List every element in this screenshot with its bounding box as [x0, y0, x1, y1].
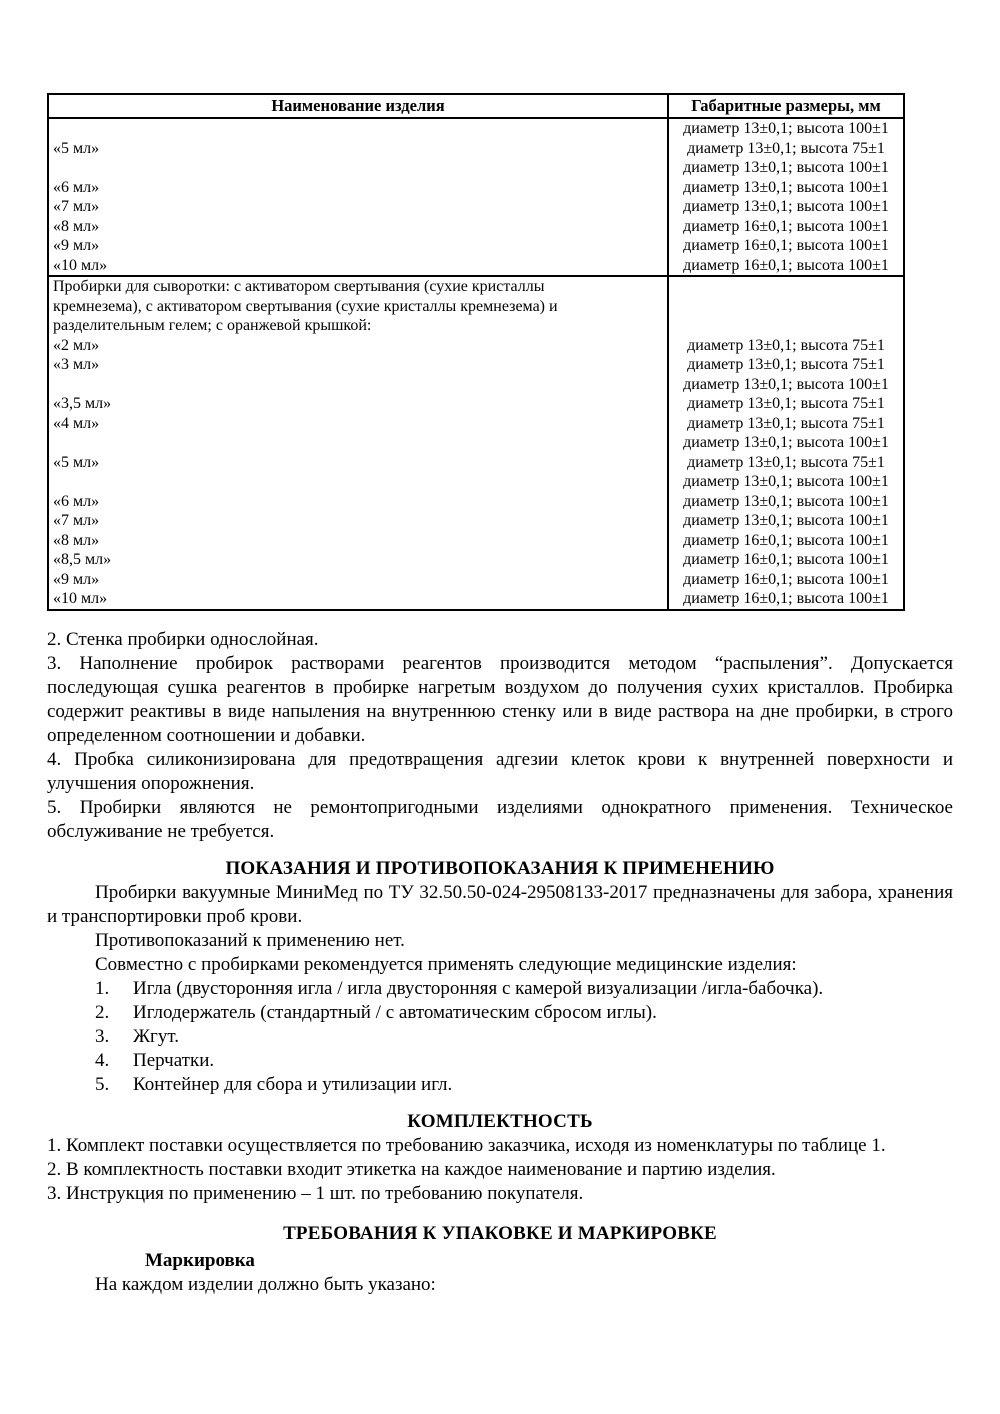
list-item: [95, 1001, 953, 1025]
product-name-cell: «5 мл»: [48, 139, 668, 159]
paragraph-wall: 2. Стенка пробирки однослойная.: [47, 628, 319, 650]
list-item-number: 1.: [95, 977, 110, 999]
table-row: [48, 217, 904, 237]
list-item-number: 2.: [95, 1001, 110, 1023]
recommended-devices-list: [47, 977, 953, 1097]
product-name-cell: «8 мл»: [48, 531, 668, 551]
table-row: [48, 178, 904, 198]
table-section-plain-tubes: [48, 118, 904, 276]
table-row: [48, 336, 904, 356]
product-name-cell: «10 мл»: [48, 589, 668, 610]
dimensions-cell: диаметр 13±0,1; высота 100±1: [683, 375, 889, 393]
table-row: [48, 414, 904, 434]
table-row: [48, 531, 904, 551]
dimensions-cell: диаметр 13±0,1; высота 100±1: [683, 178, 889, 196]
paragraph-marking-intro: На каждом изделии должно быть указано:: [95, 1273, 436, 1295]
table-row: [48, 236, 904, 256]
dimensions-cell: диаметр 13±0,1; высота 100±1: [683, 434, 889, 451]
product-name-cell: «7 мл»: [48, 511, 668, 531]
product-name-cell: «8,5 мл»: [48, 550, 668, 570]
product-name-cell: [48, 118, 668, 139]
table-row: [48, 472, 904, 492]
table-row: [48, 355, 904, 375]
section-title-packaging: ТРЕБОВАНИЯ К УПАКОВКЕ И МАРКИРОВКЕ: [283, 1222, 717, 1244]
table-row: [48, 197, 904, 217]
dimensions-cell: диаметр 13±0,1; высота 100±1: [683, 120, 889, 137]
list-item-text: Контейнер для сбора и утилизации игл.: [133, 1073, 453, 1095]
table-row: [48, 453, 904, 473]
table-row: [48, 118, 904, 139]
paragraph-purpose: Пробирки вакуумные МиниМед по ТУ 32.50.50-024-29508133-2017 предназначены для забора, хранения и транспортировки проб крови.: [47, 881, 953, 927]
list-item-text: Перчатки.: [133, 1049, 215, 1071]
paragraph-label-included: 2. В комплектность поставки входит этикетка на каждое наименование и партию изделия.: [47, 1158, 776, 1180]
product-name-cell: «4 мл»: [48, 414, 668, 434]
product-name-cell: «9 мл»: [48, 570, 668, 590]
dimensions-cell: диаметр 13±0,1; высота 100±1: [683, 492, 889, 510]
list-item-number: 5.: [95, 1073, 110, 1095]
product-name-cell: «5 мл»: [48, 453, 668, 473]
table-row: [48, 394, 904, 414]
product-name-cell: «10 мл»: [48, 256, 668, 277]
section-title-completeness: КОМПЛЕКТНОСТЬ: [407, 1110, 593, 1132]
table-row: [48, 433, 904, 453]
list-item: [95, 1025, 953, 1049]
dimensions-cell: диаметр 13±0,1; высота 100±1: [683, 512, 889, 529]
paragraph-delivery-set: 1. Комплект поставки осуществляется по требованию заказчика, исходя из номенклатуры по таблице 1.: [47, 1134, 886, 1156]
column-header-dimensions: Габаритные размеры, мм: [668, 94, 904, 118]
table-row: [48, 570, 904, 590]
column-header-product-name: Наименование изделия: [48, 94, 668, 118]
table-header: [48, 94, 904, 118]
dimensions-cell: диаметр 13±0,1; высота 100±1: [683, 198, 889, 215]
paragraph-no-contraindications: Противопоказаний к применению нет.: [95, 929, 405, 951]
dimensions-cell: [668, 276, 904, 297]
subheading-marking: Маркировка: [145, 1249, 255, 1271]
table-header-row: [48, 94, 904, 118]
dimensions-cell: диаметр 16±0,1; высота 100±1: [683, 551, 889, 568]
section-title-indications: ПОКАЗАНИЯ И ПРОТИВОПОКАЗАНИЯ К ПРИМЕНЕНИЮ: [225, 857, 775, 879]
product-name-cell: «8 мл»: [48, 217, 668, 237]
dimensions-cell: диаметр 13±0,1; высота 100±1: [683, 159, 889, 176]
list-item-text: Жгут.: [133, 1025, 179, 1047]
table-row: [48, 589, 904, 610]
table-row: [48, 139, 904, 159]
table-row: [48, 297, 904, 317]
product-name-cell: «6 мл»: [48, 178, 668, 198]
list-item: [95, 977, 953, 1001]
dimensions-cell: диаметр 16±0,1; высота 100±1: [683, 570, 889, 588]
product-name-cell: [48, 158, 668, 178]
paragraph-instruction-copy: 3. Инструкция по применению – 1 шт. по требованию покупателя.: [47, 1182, 584, 1204]
product-name-cell: разделительным гелем; с оранжевой крышкой:: [48, 316, 668, 336]
table-section-serum-tubes: [48, 276, 904, 610]
dimensions-cell: диаметр 16±0,1; высота 100±1: [683, 531, 889, 549]
product-name-cell: «9 мл»: [48, 236, 668, 256]
dimensions-cell: диаметр 16±0,1; высота 100±1: [683, 256, 889, 274]
table-row: [48, 550, 904, 570]
product-name-cell: «7 мл»: [48, 197, 668, 217]
dimensions-cell: диаметр 13±0,1; высота 75±1: [687, 356, 885, 373]
product-name-cell: [48, 375, 668, 395]
product-name-cell: «6 мл»: [48, 492, 668, 512]
dimensions-cell: диаметр 16±0,1; высота 100±1: [683, 217, 889, 235]
list-item-text: Иглодержатель (стандартный / с автоматическим сбросом иглы).: [133, 1001, 657, 1023]
list-item-number: 3.: [95, 1025, 110, 1047]
table-row: [48, 276, 904, 297]
list-item-text: Игла (двусторонняя игла / игла двусторонняя с камерой визуализации /игла-бабочка).: [133, 977, 824, 999]
table-row: [48, 158, 904, 178]
paragraph-filling: 3. Наполнение пробирок растворами реагентов производится методом “распыления”. Допускается последующая сушка реагентов в пробирке нагретым воздухом до получения сухих кристаллов. Пробирка содержит реактивы в виде напыления на внутреннюю стенку или в виде раствора на дне пробирки, в строго определенном соотношении и добавки.: [47, 652, 953, 746]
dimensions-cell: [668, 316, 904, 336]
product-name-cell: «2 мл»: [48, 336, 668, 356]
table-row: [48, 492, 904, 512]
list-item: [95, 1073, 953, 1097]
dimensions-cell: диаметр 13±0,1; высота 75±1: [687, 395, 885, 412]
table-row: [48, 511, 904, 531]
dimensions-cell: [668, 297, 904, 317]
list-item: [95, 1049, 953, 1073]
dimensions-cell: диаметр 13±0,1; высота 75±1: [687, 336, 885, 354]
dimensions-cell: диаметр 13±0,1; высота 75±1: [687, 139, 885, 157]
paragraph-stopper: 4. Пробка силиконизирована для предотвращения адгезии клеток крови к внутренней поверхности и улучшения опорожнения.: [47, 748, 953, 794]
dimensions-cell: диаметр 13±0,1; высота 75±1: [687, 414, 885, 432]
product-name-cell: кремнезема), с активатором свертывания (сухие кристаллы кремнезема) и: [48, 297, 668, 317]
products-table: [47, 93, 905, 611]
dimensions-cell: диаметр 16±0,1; высота 100±1: [683, 590, 889, 607]
product-name-cell: «3,5 мл»: [48, 394, 668, 414]
dimensions-cell: диаметр 13±0,1; высота 75±1: [687, 453, 885, 471]
product-name-cell: [48, 472, 668, 492]
list-item-number: 4.: [95, 1049, 110, 1071]
table-row: [48, 256, 904, 277]
table-row: [48, 316, 904, 336]
dimensions-cell: диаметр 16±0,1; высота 100±1: [683, 237, 889, 254]
paragraph-recommended-intro: Совместно с пробирками рекомендуется применять следующие медицинские изделия:: [95, 953, 797, 975]
dimensions-cell: диаметр 13±0,1; высота 100±1: [683, 473, 889, 490]
document-body: [47, 628, 953, 1297]
product-name-cell: «3 мл»: [48, 355, 668, 375]
product-name-cell: Пробирки для сыворотки: с активатором свертывания (сухие кристаллы: [48, 276, 668, 297]
table-row: [48, 375, 904, 395]
paragraph-single-use: 5. Пробирки являются не ремонтопригодными изделиями однократного применения. Техническое обслуживание не требуется.: [47, 796, 953, 842]
product-name-cell: [48, 433, 668, 453]
